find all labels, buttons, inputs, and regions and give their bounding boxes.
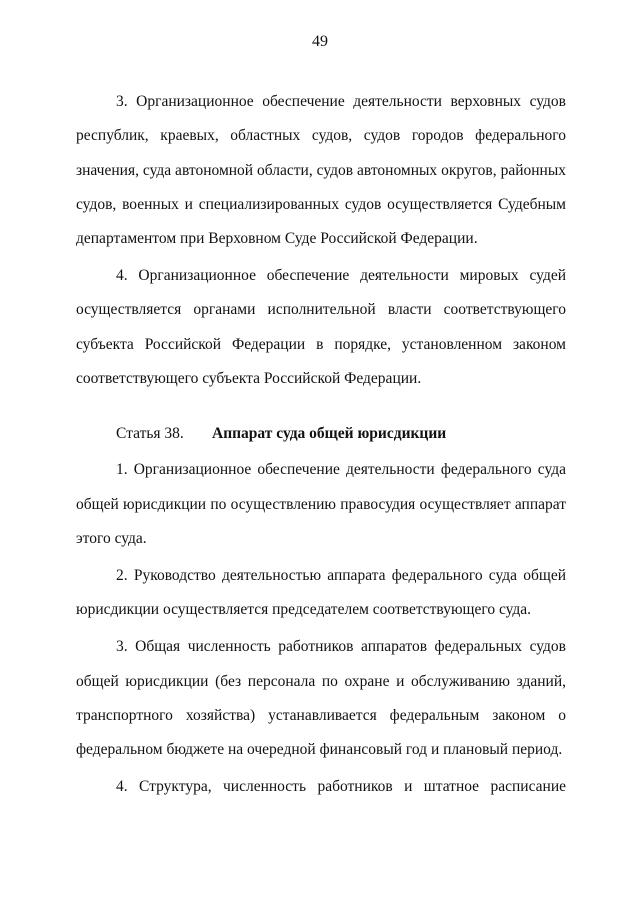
paragraph-3-line-5: департаментом при Верховном Суде Российской Федерации. xyxy=(76,230,478,247)
article-paragraph-1-line-3: этого суда. xyxy=(76,530,147,547)
article-paragraph-3-line-4: федеральном бюджете на очередной финансовый год и плановый период. xyxy=(76,741,563,758)
page-number: 49 xyxy=(312,33,328,50)
article-paragraph-3-line-3: транспортного хозяйства) устанавливается федеральным законом о xyxy=(76,707,566,724)
article-paragraph-2-line-2: юрисдикции осуществляется председателем соответствующего суда. xyxy=(76,601,532,618)
paragraph-4-line-1: 4. Организационное обеспечение деятельности мировых судей xyxy=(116,267,566,284)
article-paragraph-2-line-1: 2. Руководство деятельностью аппарата федерального суда общей xyxy=(116,567,566,584)
article-paragraph-3-line-1: 3. Общая численность работников аппаратов федеральных судов xyxy=(116,638,566,655)
article-paragraph-4-line-1: 4. Структура, численность работников и штатное расписание xyxy=(116,778,566,795)
paragraph-4-line-4: соответствующего субъекта Российской Федерации. xyxy=(76,370,422,387)
paragraph-3-line-1: 3. Организационное обеспечение деятельности верховных судов xyxy=(116,93,566,110)
paragraph-3-line-3: значения, суда автономной области, судов автономных округов, районных xyxy=(76,162,566,179)
article-heading xyxy=(116,424,446,444)
article-number: Статья 38. xyxy=(116,425,184,442)
article-paragraph-3-line-2: общей юрисдикции (без персонала по охране и обслуживанию зданий, xyxy=(76,673,566,690)
article-paragraph-1-line-1: 1. Организационное обеспечение деятельности федерального суда xyxy=(116,461,566,478)
paragraph-4-line-3: субъекта Российской Федерации в порядке, установленном законом xyxy=(76,336,566,353)
article-paragraph-1-line-2: общей юрисдикции по осуществлению правосудия осуществляет аппарат xyxy=(76,496,566,513)
paragraph-3-line-2: республик, краевых, областных судов, судов городов федерального xyxy=(76,127,566,144)
paragraph-4-line-2: осуществляется органами исполнительной власти соответствующего xyxy=(76,301,566,318)
article-title: Аппарат суда общей юрисдикции xyxy=(212,425,447,442)
paragraph-3-line-4: судов, военных и специализированных судов осуществляется Судебным xyxy=(76,196,566,213)
